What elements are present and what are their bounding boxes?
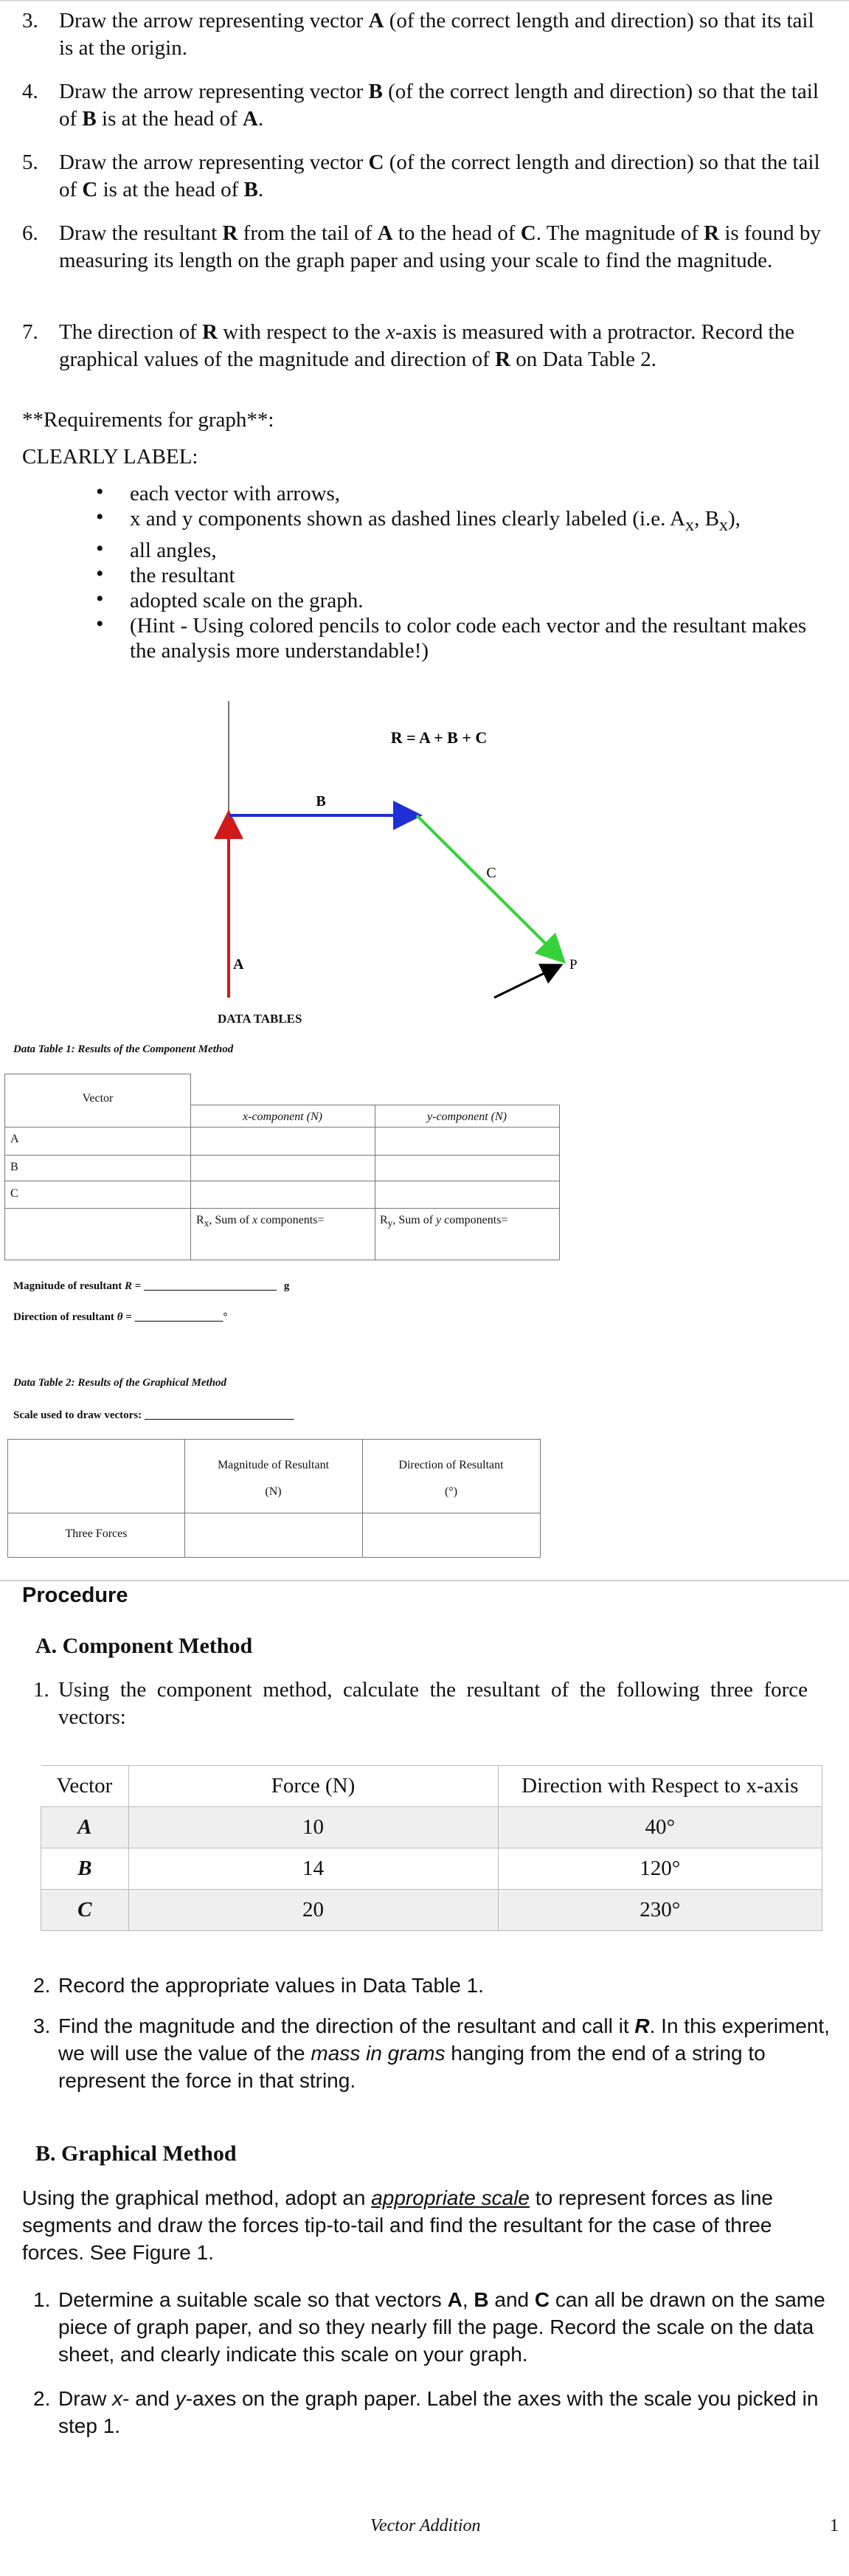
- force-row-c: C 20 230°: [41, 1890, 822, 1931]
- page-number: 1: [830, 2516, 839, 2535]
- b-step-1: 1. Determine a suitable scale so that vectors A, B and C can all be drawn on the same piece of graph paper, and so they nearly fill the page. Record the scale on the data sheet, and clearly indicate this scale on your graph.: [33, 2288, 825, 2366]
- requirement-item: • x and y components shown as dashed lines clearly labeled (i.e. $A_x$, $B_x$),: [96, 506, 834, 538]
- requirement-item: • all angles,: [96, 538, 834, 563]
- section-divider: [0, 1580, 849, 1581]
- t1-sum-y: $R_y$, Sum of y components=: [380, 1214, 508, 1229]
- footer-title: Vector Addition: [370, 2516, 481, 2535]
- table1-title: Data Table 1: Results of the Component Method: [13, 1043, 234, 1055]
- b-step-2: 2. Draw x- and y-axes on the graph paper. Label the axes with the scale you picked in step 1.: [33, 2387, 819, 2437]
- requirement-item: • (Hint - Using colored pencils to color code each vector and the resultant makes the analysis more understandable!): [96, 613, 834, 663]
- a-step-1: 1. Using the component method, calculate the resultant of the following three force vectors:: [33, 1678, 808, 1729]
- t1-row-a: A: [10, 1133, 19, 1145]
- t2-header-dir-unit: (°): [444, 1485, 458, 1498]
- a-step-3: 3. Find the magnitude and the direction of the resultant and call it R. In this experiment, we will use the value of the mass in grams hanging from the end of a string to represent the force in that string.: [33, 2014, 830, 2092]
- label-p: P: [569, 957, 578, 973]
- pointer-arrow: [494, 969, 553, 998]
- requirements-list: [96, 481, 834, 663]
- table2-title: Data Table 2: Results of the Graphical Method: [13, 1377, 227, 1389]
- label-b: B: [316, 793, 326, 809]
- top-divider: [0, 0, 849, 1]
- section-b-heading: B. Graphical Method: [35, 2141, 237, 2166]
- vector-c-arrow: [417, 815, 555, 953]
- t1-header-y: y-component (N): [427, 1111, 507, 1123]
- force-header-vector: Vector: [41, 1766, 129, 1807]
- force-row-b: B 14 120°: [41, 1848, 822, 1890]
- requirement-item: • each vector with arrows,: [96, 481, 834, 506]
- section-a-heading: A. Component Method: [35, 1634, 253, 1658]
- force-table: [41, 1765, 822, 1931]
- scale-line: Scale used to draw vectors: ___________________________: [13, 1409, 294, 1421]
- step-7: 7. The direction of R with respect to the x-axis is measured with a protractor. Record the graphical values of the magnitude and direction of R on Data Table 2.: [22, 320, 794, 371]
- force-header-direction: Direction with Respect to x-axis: [498, 1766, 822, 1807]
- label-a: A: [233, 956, 244, 973]
- procedure-heading: Procedure: [22, 1584, 128, 1607]
- a-step-2: 2. Record the appropriate values in Data Table 1.: [33, 1974, 484, 1997]
- t1-sum-x: $R_x$, Sum of x components=: [196, 1214, 325, 1229]
- t1-header-x: x-component (N): [243, 1111, 322, 1123]
- equation-label: R = A + B + C: [390, 728, 488, 747]
- vector-addition-figure: [184, 694, 597, 1004]
- magnitude-line: Magnitude of resultant R = ________________________ g: [13, 1280, 290, 1292]
- requirements-heading: **Requirements for graph**:: [22, 408, 274, 432]
- clearly-label-heading: CLEARLY LABEL:: [22, 445, 198, 469]
- force-row-a: A 10 40°: [41, 1807, 822, 1848]
- data-tables-heading: DATA TABLES: [218, 1012, 302, 1026]
- label-c: C: [486, 865, 496, 881]
- force-header-force: Force (N): [128, 1766, 498, 1807]
- step-3: 3. Draw the arrow representing vector A (of the correct length and direction) so that its tail is at the origin.: [22, 9, 814, 60]
- requirement-item: • adopted scale on the graph.: [96, 588, 834, 613]
- t1-row-c: C: [10, 1187, 18, 1200]
- direction-line: Direction of resultant θ = ________________°: [13, 1311, 228, 1323]
- t1-header-vector: Vector: [82, 1092, 114, 1105]
- b-intro: Using the graphical method, adopt an appropriate scale to represent forces as line segments and draw the forces tip-to-tail and find the resultant for the case of three forces. See Figure 1.: [22, 2186, 773, 2264]
- data-table-2: [7, 1439, 546, 1559]
- t2-header-dir: Direction of Resultant: [398, 1459, 504, 1471]
- t2-header-mag-unit: (N): [265, 1485, 282, 1498]
- requirement-item: • the resultant: [96, 563, 834, 588]
- t2-header-mag: Magnitude of Resultant: [217, 1459, 330, 1471]
- t1-row-b: B: [10, 1161, 18, 1173]
- step-5: 5. Draw the arrow representing vector C (of the correct length and direction) so that the tail of C is at the head of B.: [22, 151, 820, 201]
- t2-row-label: Three Forces: [65, 1527, 128, 1540]
- step-4: 4. Draw the arrow representing vector B (of the correct length and direction) so that the tail of B is at the head of A.: [22, 80, 819, 131]
- step-6: 6. Draw the resultant R from the tail of A to the head of C. The magnitude of R is found by measuring its length on the graph paper and using your scale to find the magnitude.: [22, 221, 821, 272]
